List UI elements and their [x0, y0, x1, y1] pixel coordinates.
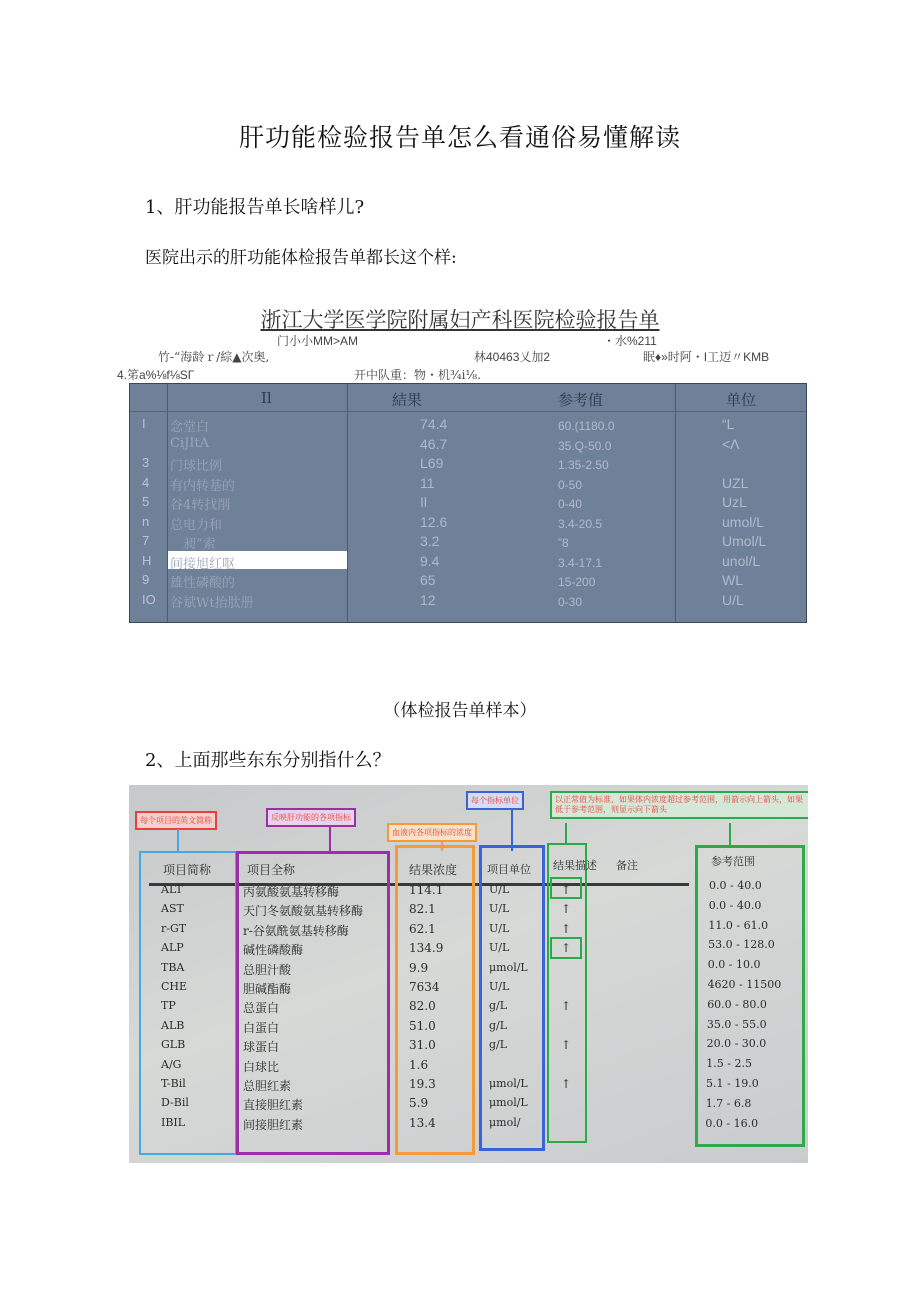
photo-cell-conc: 82.0 [409, 999, 436, 1014]
photo-cell-unit: U/L [489, 883, 510, 896]
cell-unit: “L [722, 416, 735, 432]
report-meta-4: 林40463乂加2 [474, 350, 551, 364]
photo-cell-range: 60.0 - 80.0 [707, 997, 767, 1011]
photo-cell-range: 0.0 - 40.0 [709, 879, 762, 892]
photo-cell-arrow: ↑ [561, 1077, 572, 1091]
annotation-full: 反映肝功能的各项指标 [266, 808, 356, 827]
photo-cell-conc: 134.9 [409, 941, 444, 956]
cell-result: 11 [420, 474, 435, 491]
header-result: 結果 [392, 391, 423, 409]
page-title: 肝功能检验报告单怎么看通俗易懂解读 [238, 123, 681, 152]
section1-text: 医院出示的肝功能体检报告单都长这个样: [145, 248, 457, 268]
report-table [129, 383, 807, 623]
cell-result: L69 [420, 455, 444, 471]
cell-name: 雄性磷酸的 [170, 576, 236, 591]
table-row [130, 592, 806, 610]
cell-no: I [142, 416, 146, 431]
cell-name: 谷斌Wt抬肽册 [170, 595, 254, 611]
report-meta-2: ・水%211 [603, 334, 657, 348]
photo-cell-arrow: ↑ [561, 1038, 572, 1053]
report-title: 浙江大学医学院附属妇产科医院检验报告单 [260, 308, 660, 332]
annotated-report-photo [129, 785, 808, 1163]
photo-cell-arrow: ↑ [561, 902, 572, 917]
section2-heading: 2、上面那些东东分别指什么？ [145, 750, 391, 771]
table-row [130, 416, 806, 434]
table-row [130, 455, 806, 473]
photo-cell-abbr: TBA [161, 960, 185, 974]
photo-cell-conc: 51.0 [409, 1018, 436, 1033]
photo-header-abbr: 项目简称 [163, 863, 212, 877]
photo-cell-range: 4620 - 11500 [707, 978, 782, 991]
photo-cell-abbr: D-Bil [161, 1096, 189, 1110]
photo-cell-range: 0.0 - 40.0 [708, 898, 762, 912]
photo-cell-range: 1.5 - 2.5 [706, 1057, 752, 1071]
cell-ref: 1.35-2.50 [558, 458, 609, 472]
cell-ref: 3.4-17.1 [558, 555, 603, 570]
photo-cell-conc: 31.0 [409, 1038, 436, 1053]
photo-header-note: 备注 [616, 859, 638, 872]
cell-ref: 3.4-20.5 [558, 516, 603, 531]
photo-cell-abbr: A/G [161, 1057, 182, 1071]
cell-ref: ”8 [558, 536, 569, 550]
report-caption: （体检报告单样本） [383, 701, 537, 721]
cell-ref: 0-50 [558, 477, 583, 492]
photo-cell-abbr: r-GT [161, 921, 187, 935]
photo-cell-full: r-谷氨酰氨基转移酶 [243, 923, 349, 938]
cell-no: IO [142, 591, 156, 607]
photo-cell-abbr: GLB [161, 1038, 186, 1052]
photo-cell-unit: U/L [489, 921, 510, 935]
photo-cell-arrow: ↑ [561, 999, 572, 1014]
section1-heading: 1、肝功能报告单长啥样儿? [145, 197, 365, 218]
header-unit: 单位 [726, 391, 757, 409]
annotation-abbr: 每个项目的英文简称 [135, 811, 217, 830]
photo-cell-abbr: T-Bil [161, 1077, 186, 1090]
photo-cell-abbr: TP [161, 999, 176, 1013]
cell-name: 昶”索 [170, 537, 216, 552]
cell-ref: 0-30 [558, 594, 583, 609]
table-row [130, 514, 806, 532]
cell-no: 4 [142, 474, 150, 490]
photo-cell-range: 1.7 - 6.8 [705, 1096, 752, 1110]
report-meta-3: 竹-“海龄ｒ/綜▲次奥, [158, 350, 270, 364]
cell-result: 9.4 [420, 552, 440, 569]
photo-cell-full: 天门冬氨酸氨基转移酶 [243, 904, 364, 919]
photo-cell-abbr: IBIL [161, 1115, 186, 1129]
photo-cell-conc: 1.6 [409, 1057, 429, 1072]
cell-no: 3 [142, 455, 150, 470]
report-meta-6: 4.笫a%⅛f⅛SΓ [117, 368, 195, 382]
header-reference: 参考值 [558, 391, 604, 409]
cell-ref: 60.(1180.0 [558, 419, 615, 433]
photo-cell-full: 白蛋白 [243, 1020, 280, 1035]
cell-name: 总电力和 [170, 517, 223, 533]
photo-cell-unit: μmol/L [489, 1096, 528, 1110]
photo-cell-conc: 62.1 [409, 921, 436, 936]
photo-header-conc: 结果浓度 [409, 863, 458, 877]
table-row [130, 494, 806, 512]
photo-cell-range: 53.0 - 128.0 [708, 938, 775, 952]
cell-unit: umol/L [722, 513, 765, 530]
photo-cell-conc: 9.9 [409, 960, 429, 975]
photo-header-full: 项目全称 [247, 863, 296, 877]
photo-cell-unit: g/L [489, 999, 508, 1013]
cell-unit: WL [722, 572, 743, 588]
cell-unit: Umol/L [722, 533, 767, 549]
photo-cell-full: 总胆汁酸 [243, 962, 292, 977]
photo-cell-full: 总蛋白 [243, 1001, 280, 1016]
photo-cell-conc: 114.1 [409, 883, 444, 897]
cell-unit: <Λ [722, 435, 740, 452]
cell-unit: UZL [722, 474, 749, 491]
report-meta-1: 门小小MM>AM [277, 334, 359, 348]
cell-name: 有内转基的 [170, 478, 236, 494]
cell-ref: 0-40 [558, 497, 583, 511]
cell-result: 65 [420, 572, 436, 588]
cell-result: 3.2 [420, 533, 440, 549]
cell-name: 念堂白 [170, 420, 210, 435]
table-row [130, 533, 806, 551]
header-item: Il [261, 389, 272, 407]
photo-header-range: 参考范围 [711, 855, 755, 868]
photo-cell-arrow: ↑ [561, 941, 572, 956]
photo-cell-full: 间接胆红素 [243, 1117, 304, 1132]
annotation-unit: 每个指标单位 [466, 791, 524, 810]
photo-cell-abbr: ALT [161, 883, 183, 896]
photo-cell-unit: μmol/L [489, 1077, 528, 1090]
cell-name: 间接旭红呕 [170, 556, 236, 572]
photo-cell-arrow: ↑ [561, 921, 572, 936]
table-row [130, 553, 806, 571]
photo-cell-conc: 5.9 [409, 1096, 429, 1111]
cell-result: 12.6 [420, 513, 448, 530]
photo-cell-unit: U/L [489, 902, 510, 916]
cell-name: 门球比例 [170, 459, 223, 474]
annotation-conc: 血液内各项指标的浓度 [387, 823, 477, 842]
annotation-desc: 以正常值为标准，如果体内浓度超过参考范围，用箭示向上箭头，如果低于参考范围，则显示向下箭头 [550, 791, 808, 819]
cell-result: Il [420, 494, 427, 510]
photo-cell-full: 胆碱酯酶 [243, 982, 292, 996]
photo-cell-unit: μmol/ [489, 1115, 521, 1129]
photo-cell-full: 总胆红素 [243, 1079, 292, 1093]
photo-cell-full: 直接胆红素 [243, 1098, 304, 1113]
cell-ref: 35.Q-50.0 [558, 438, 612, 453]
photo-cell-full: 白球比 [243, 1059, 280, 1074]
photo-cell-full: 丙氨酸氨基转移酶 [243, 885, 340, 899]
photo-cell-abbr: ALP [161, 941, 184, 955]
photo-cell-unit: g/L [489, 1018, 508, 1032]
photo-cell-abbr: CHE [161, 980, 188, 993]
photo-cell-conc: 7634 [409, 980, 440, 994]
photo-cell-range: 0.0 - 10.0 [707, 958, 761, 972]
cell-no: 9 [142, 572, 150, 587]
report-meta-7: 开中队重：物・机¾i⅛. [354, 368, 481, 382]
photo-cell-range: 11.0 - 61.0 [708, 918, 769, 932]
photo-cell-conc: 13.4 [409, 1115, 436, 1130]
photo-cell-conc: 19.3 [409, 1077, 436, 1091]
cell-no: n [142, 513, 150, 529]
photo-cell-abbr: AST [161, 902, 184, 916]
photo-cell-full: 球蛋白 [243, 1040, 280, 1055]
cell-name: CiJItA [170, 435, 210, 451]
cell-no: 7 [142, 533, 150, 548]
cell-unit: U/L [722, 591, 744, 608]
cell-result: 46.7 [420, 435, 448, 452]
cell-no: 5 [142, 494, 150, 509]
cell-result: 12 [420, 591, 436, 608]
cell-unit: UzL [722, 494, 747, 510]
cell-name: 谷4转找削 [170, 498, 231, 513]
photo-header-unit: 项目单位 [487, 863, 531, 876]
table-row [130, 572, 806, 590]
photo-cell-arrow: ↑ [561, 883, 572, 897]
table-row [130, 475, 806, 493]
photo-cell-range: 20.0 - 30.0 [706, 1037, 767, 1051]
photo-header-desc: 结果描述 [553, 859, 597, 872]
photo-cell-full: 碱性磷酸酶 [243, 943, 304, 958]
cell-ref: 15-200 [558, 575, 596, 589]
cell-result: 74.4 [420, 416, 448, 432]
photo-cell-unit: g/L [489, 1038, 508, 1052]
photo-cell-unit: U/L [489, 941, 510, 955]
photo-cell-abbr: ALB [161, 1018, 185, 1032]
photo-cell-conc: 82.1 [409, 902, 436, 917]
photo-cell-range: 35.0 - 55.0 [706, 1017, 767, 1031]
photo-cell-range: 0.0 - 16.0 [705, 1116, 759, 1130]
report-meta-5: 眠♦»时阿・I工迈〃KMB [643, 350, 770, 364]
photo-cell-unit: U/L [489, 980, 510, 993]
cell-unit: unol/L [722, 552, 761, 569]
photo-cell-range: 5.1 - 19.0 [706, 1077, 759, 1090]
table-row [130, 436, 806, 454]
cell-no: H [142, 552, 152, 568]
photo-cell-unit: μmol/L [489, 960, 528, 974]
